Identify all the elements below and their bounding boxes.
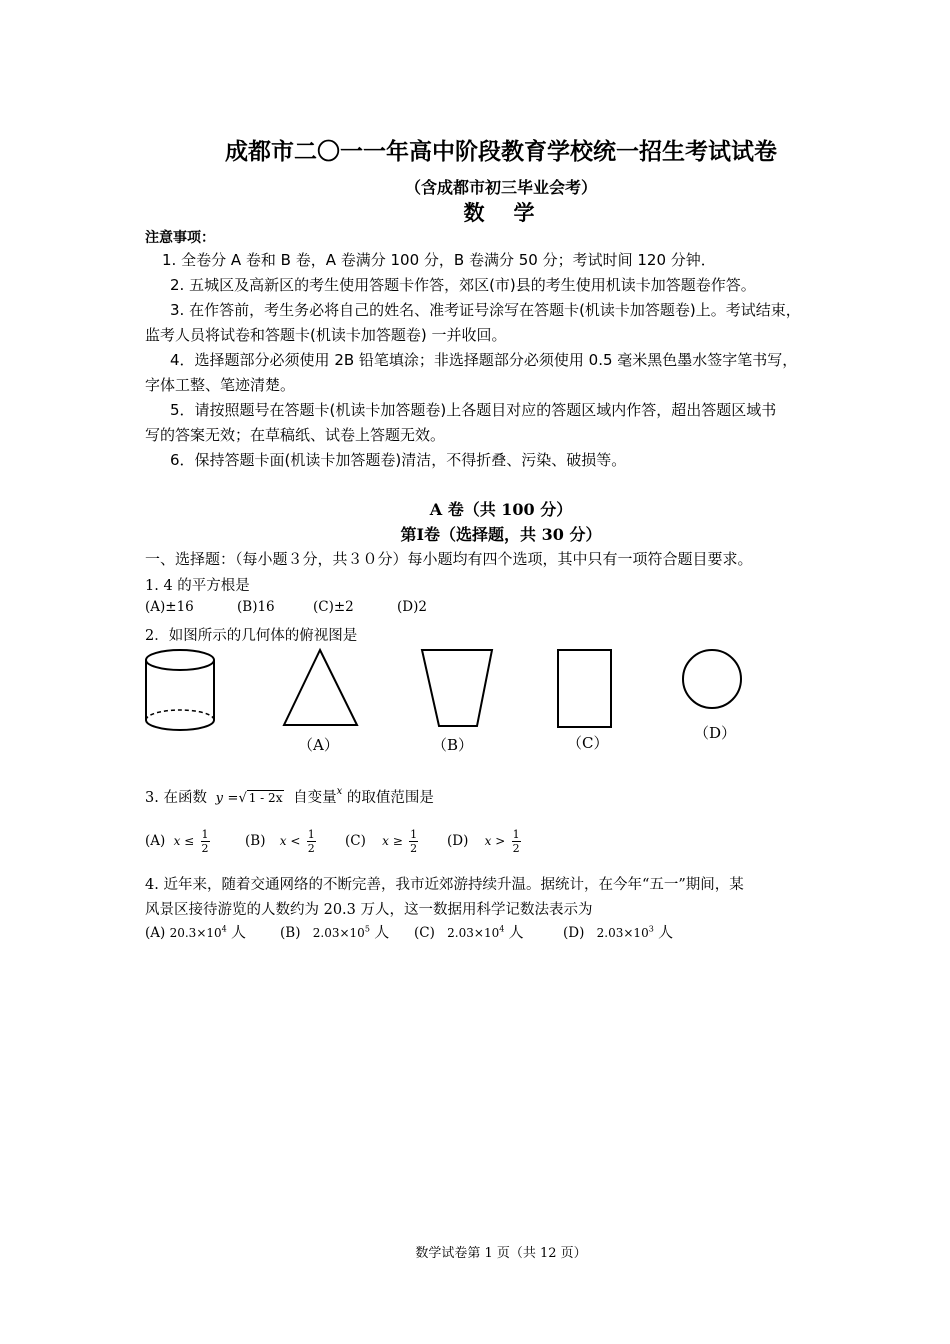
sqrt-sign: √ xyxy=(238,791,247,806)
cylinder-figure xyxy=(146,650,214,730)
exam-subtitle: （含成都市初三毕业会考） xyxy=(404,178,597,197)
denominator: 2 xyxy=(410,842,418,855)
numerator: 1 xyxy=(201,828,209,841)
notice-item-4: 4．选择题部分必须使用 2B 铅笔填涂；非选择题部分必须使用 0.5 毫米黑色墨水签字笔书写， xyxy=(170,351,798,369)
option-exponent: 3 xyxy=(648,924,654,934)
option-label: (A) xyxy=(145,925,166,941)
option-exponent: 5 xyxy=(364,924,370,934)
question-4-option-a xyxy=(145,921,246,942)
question-1-option-b: (B)16 xyxy=(237,599,275,615)
sqrt-radicand: 1 - 2x xyxy=(248,791,283,805)
option-label: (D) xyxy=(447,833,469,849)
trapezoid-figure xyxy=(422,650,492,726)
function-y: y xyxy=(215,791,223,806)
fraction xyxy=(201,828,210,855)
numerator: 1 xyxy=(410,828,418,841)
question-3-option-c xyxy=(345,828,418,855)
notice-item-2: 2. 五城区及高新区的考生使用答题卡作答，郊区(市)县的考生使用机读卡加答题卷作答。 xyxy=(170,276,756,294)
question-3-option-d xyxy=(447,828,521,855)
option-relation: x ≤ xyxy=(173,834,195,848)
exam-title: 成都市二〇一一年高中阶段教育学校统一招生考试试卷 xyxy=(225,139,777,165)
rectangle-figure xyxy=(558,650,611,727)
figure-label-d: （D） xyxy=(694,724,737,742)
option-label: (C) xyxy=(414,925,435,941)
numerator: 1 xyxy=(307,828,315,841)
subject-title: 数 学 xyxy=(463,201,539,225)
denominator: 2 xyxy=(307,842,315,855)
question-4-stem-line-1: 4. 近年来，随着交通网络的不断完善，我市近郊游持续升温。据统计，在今年“五一”期间，某 xyxy=(145,877,744,893)
notice-heading: 注意事项： xyxy=(145,230,215,246)
question-3-option-b xyxy=(245,828,316,855)
option-base: 2.03×10 xyxy=(447,926,500,940)
question-3-stem-before: 3. 在函数 xyxy=(145,790,207,806)
option-unit: 人 xyxy=(231,923,247,941)
variable-x: x xyxy=(336,786,343,797)
notice-item-4-cont: 字体工整、笔迹清楚。 xyxy=(145,376,296,394)
figure-label-b: （B） xyxy=(432,736,474,754)
option-label: (B) xyxy=(245,833,266,849)
option-base: 2.03×10 xyxy=(312,926,365,940)
option-relation: x > xyxy=(484,834,506,848)
figure-label-c: （C） xyxy=(567,734,609,752)
question-4-option-d xyxy=(563,921,673,942)
numerator: 1 xyxy=(512,828,520,841)
circle-figure xyxy=(683,650,741,708)
question-4-stem-line-2: 风景区接待游览的人数约为 20.3 万人，这一数据用科学记数法表示为 xyxy=(145,902,593,918)
option-relation: x ≥ xyxy=(382,834,403,848)
notice-item-5: 5．请按照题号在答题卡(机读卡加答题卷)上各题目对应的答题区域内作答，超出答题区域书 xyxy=(170,401,777,419)
denominator: 2 xyxy=(201,842,209,855)
part-one-heading: 第Ⅰ卷（选择题，共 30 分） xyxy=(400,525,602,544)
option-label: (A) xyxy=(145,833,166,849)
question-1-option-d: (D)2 xyxy=(397,599,427,615)
notice-item-3-cont: 监考人员将试卷和答题卡(机读卡加答题卷) 一并收回。 xyxy=(145,326,507,344)
triangle-figure xyxy=(284,650,357,725)
fraction xyxy=(512,828,521,855)
fraction xyxy=(307,828,316,855)
option-label: (B) xyxy=(280,925,301,941)
option-label: (D) xyxy=(563,925,585,941)
question-3-option-a xyxy=(145,828,210,855)
question-1-option-a: (A)±16 xyxy=(145,599,194,615)
page-footer: 数学试卷第 1 页（共 12 页） xyxy=(415,1246,587,1261)
equals-sign: = xyxy=(227,791,239,806)
option-unit: 人 xyxy=(658,923,674,941)
denominator: 2 xyxy=(512,842,520,855)
notice-item-6: 6．保持答题卡面(机读卡加答题卷)清洁，不得折叠、污染、破损等。 xyxy=(170,451,627,469)
option-unit: 人 xyxy=(374,923,390,941)
option-unit: 人 xyxy=(508,923,524,941)
question-3-stem xyxy=(145,786,434,807)
notice-item-1: 1. 全卷分 A 卷和 B 卷，A 卷满分 100 分，B 卷满分 50 分；考试时间 120 分钟． xyxy=(162,251,716,269)
option-label: (C) xyxy=(345,833,366,849)
fraction xyxy=(409,828,418,855)
question-1-stem: 1. 4 的平方根是 xyxy=(145,578,250,594)
question-4-option-c xyxy=(414,921,524,942)
question-4-option-b xyxy=(280,921,389,942)
option-base: 20.3×10 xyxy=(169,926,222,940)
question-2-stem: 2．如图所示的几何体的俯视图是 xyxy=(145,628,358,644)
notice-item-5-cont: 写的答案无效；在草稿纸、试卷上答题无效。 xyxy=(145,426,446,444)
option-relation: x < xyxy=(279,834,301,848)
option-exponent: 4 xyxy=(221,924,227,934)
figure-label-a: （A） xyxy=(298,736,339,754)
option-exponent: 4 xyxy=(499,924,505,934)
option-base: 2.03×10 xyxy=(596,926,649,940)
section-1-heading: 一、选择题：（每小题３分，共３０分）每小题均有四个选项，其中只有一项符合题目要求。 xyxy=(145,550,753,568)
notice-item-3: 3. 在作答前，考生务必将自己的姓名、准考证号涂写在答题卡(机读卡加答题卷)上。考试结束， xyxy=(170,301,801,319)
part-a-heading: A 卷（共 100 分） xyxy=(429,500,573,519)
question-1-option-c: (C)±2 xyxy=(313,599,354,615)
question-3-stem-middle: 自变量 xyxy=(293,790,337,806)
question-3-stem-after: 的取值范围是 xyxy=(346,790,434,806)
